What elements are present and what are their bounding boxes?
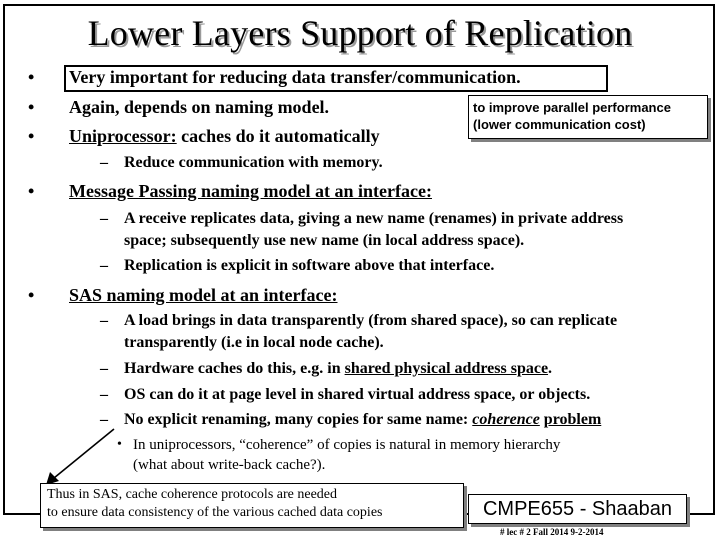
dash-marker: – <box>100 210 108 227</box>
subsub-coherence-line-1: In uniprocessors, “coherence” of copies is natural in memory hierarchy <box>133 437 561 453</box>
slide-footer: # lec # 2 Fall 2014 9-2-2014 <box>500 527 604 537</box>
uniprocessor-label: Uniprocessor: <box>69 126 177 146</box>
sas-sub-os-page-level: OS can do it at page level in shared virtual address space, or objects. <box>124 386 591 403</box>
note-line-2: to ensure data consistency of the various cached data copies <box>47 505 383 520</box>
period: . <box>548 360 553 377</box>
mp-sub-explicit-replication: Replication is explicit in software above that interface. <box>124 257 495 274</box>
dash-marker: – <box>100 257 108 274</box>
slide-title: Lower Layers Support of Replication <box>87 13 633 53</box>
dash-marker: – <box>100 411 108 428</box>
shared-physical-address-space-link: shared physical address space <box>344 360 549 377</box>
bullet-uniprocessor <box>69 126 380 147</box>
sub-reduce-communication: Reduce communication with memory. <box>124 154 383 171</box>
hardware-caches-text: Hardware caches do this, e.g. in <box>124 360 345 377</box>
bullet-marker: • <box>28 181 35 201</box>
callout-parallel-performance <box>468 95 708 139</box>
mp-sub-receive-line-1: A receive replicates data, giving a new name (renames) in private address <box>124 210 624 227</box>
callout-line-2: (lower communication cost) <box>473 117 646 132</box>
dash-marker: – <box>100 154 108 171</box>
heading-message-passing: Message Passing naming model at an interface: <box>69 181 432 201</box>
callout-line-1: to improve parallel performance <box>473 100 671 115</box>
heading-sas-naming-model: SAS naming model at an interface: <box>69 285 338 305</box>
sas-sub-hardware-caches <box>124 360 552 378</box>
note-line-1: Thus in SAS, cache coherence protocols are needed <box>47 487 337 502</box>
note-cache-coherence <box>40 483 464 528</box>
arrow-icon <box>40 426 120 488</box>
dash-marker: – <box>100 360 108 377</box>
uniprocessor-text: caches do it automatically <box>176 126 380 146</box>
bullet-marker: • <box>28 126 35 146</box>
bullet-naming-model: Again, depends on naming model. <box>69 97 330 117</box>
subsub-coherence-line-2: (what about write-back cache?). <box>133 457 326 473</box>
dash-marker: – <box>100 312 108 329</box>
sas-sub-load-line-2: transparently (i.e in local node cache). <box>124 334 384 351</box>
mp-sub-receive-line-2: space; subsequently use new name (in local address space). <box>124 232 525 249</box>
dash-marker: – <box>100 386 108 403</box>
bullet-marker: • <box>28 97 35 117</box>
problem-word: problem <box>543 411 602 428</box>
sas-sub-coherence-problem <box>124 411 601 429</box>
course-brand-box: CMPE655 - Shaaban <box>468 494 687 524</box>
coherence-word: coherence <box>472 411 540 428</box>
bullet-marker: • <box>28 285 35 305</box>
sub-bullet-marker: • <box>117 437 122 452</box>
bullet-marker: • <box>28 67 35 87</box>
sas-sub-load-line-1: A load brings in data transparently (from shared space), so can replicate <box>124 312 618 329</box>
no-renaming-text: No explicit renaming, many copies for same name: <box>124 411 473 428</box>
bullet-reducing-transfer: Very important for reducing data transfer/communication. <box>69 67 521 87</box>
